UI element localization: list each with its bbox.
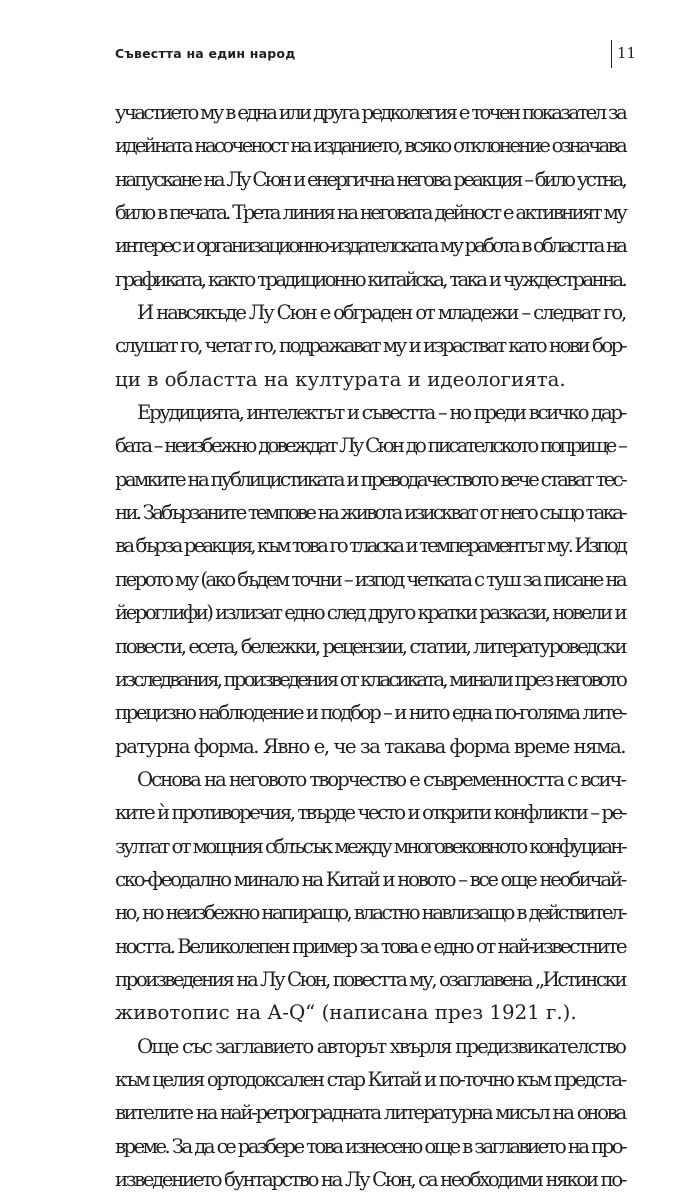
page-number: 11 xyxy=(617,44,637,62)
paragraph xyxy=(115,296,625,396)
text-line: бата – неизбежно довеждат Лу Сюн до писателското поприще – xyxy=(115,434,626,458)
text-line: участието му в една или друга редколегия е точен показател за xyxy=(115,101,626,124)
text-line: Ерудицията, интелектът и съвестта – но преди всичко дар- xyxy=(137,401,625,425)
paragraph xyxy=(115,1030,625,1196)
text-line: зултат от мощния сблъсък между многовековното конфуциан- xyxy=(115,834,625,858)
text-line: ността. Великолепен пример за това е едно от най-известните xyxy=(115,934,626,958)
paragraph xyxy=(115,396,625,763)
paragraph xyxy=(115,763,625,1030)
text-line: но, но неизбежно напиращо, властно навлизащо в действител- xyxy=(115,901,625,925)
text-line: ратурна форма. Явно е, че за такава форма време няма. xyxy=(115,734,626,758)
body-text xyxy=(115,96,625,1196)
paragraph xyxy=(115,96,625,296)
text-line: ките ѝ противоречия, твърде често и открити конфликти – ре- xyxy=(115,801,625,825)
text-line: И навсякъде Лу Сюн е обграден от младежи – следват го, xyxy=(137,301,626,325)
text-line: изведението бунтарство на Лу Сюн, са необходими някои по- xyxy=(115,1168,625,1191)
text-line: слушат го, четат го, подражават му и израстват като нови бор- xyxy=(115,334,625,358)
text-line: време. За да се разбере това изнесено още в заглавието на про- xyxy=(115,1134,626,1158)
text-line: ни. Забързаните темпове на живота изискват от него също така- xyxy=(115,501,626,525)
text-line: ва бърза реакция, към това го тласка и темпераментът му. Изпод xyxy=(115,534,626,558)
text-line: изследвания, произведения от класиката, минали през неговото xyxy=(115,667,626,691)
text-line: прецизно наблюдение и подбор – и нито една по-голяма лите- xyxy=(115,701,626,725)
text-line: Още със заглавието авторът хвърля предизвикателство xyxy=(137,1034,625,1058)
header-divider xyxy=(611,40,612,68)
text-line: повести, есета, бележки, рецензии, статии, литературоведски xyxy=(115,634,626,658)
running-head-title: Съвестта на един народ xyxy=(115,46,296,61)
text-line: йероглифи) излизат едно след друго кратки разкази, новели и xyxy=(115,601,625,625)
text-line: рамките на публицистиката и преводачеството вече стават тес- xyxy=(115,467,625,491)
text-line: към целия ортодоксален стар Китай и по-точно към предста- xyxy=(115,1067,625,1091)
text-line: идейната насоченост на изданието, всяко отклонение означава xyxy=(115,134,625,158)
text-line: произведения на Лу Сюн, повестта му, озаглавена „Истински xyxy=(115,967,626,991)
text-line: било в печата. Трета линия на неговата дейност е активният му xyxy=(115,201,626,225)
text-line: ци в областта на културата и идеологията. xyxy=(115,367,566,391)
text-line: графиката, както традиционно китайска, така и чуждестранна. xyxy=(115,267,625,291)
text-line: напускане на Лу Сюн и енергична негова реакция – било устна, xyxy=(115,167,625,191)
text-line: Основа на неговото творчество е съвременността с всич- xyxy=(137,767,625,791)
text-line: ско-феодално минало на Китай и новото – все още необичай- xyxy=(115,867,626,891)
text-line: вителите на най-ретроградната литературна мисъл на онова xyxy=(115,1101,625,1125)
text-line: перото му (ако бъдем точни – изпод четката с туш за писане на xyxy=(115,567,626,591)
text-line: животопис на А-Q“ (написана през 1921 г.). xyxy=(115,1001,577,1025)
text-line: интерес и организационно-издателската му работа в областта на xyxy=(115,234,625,258)
